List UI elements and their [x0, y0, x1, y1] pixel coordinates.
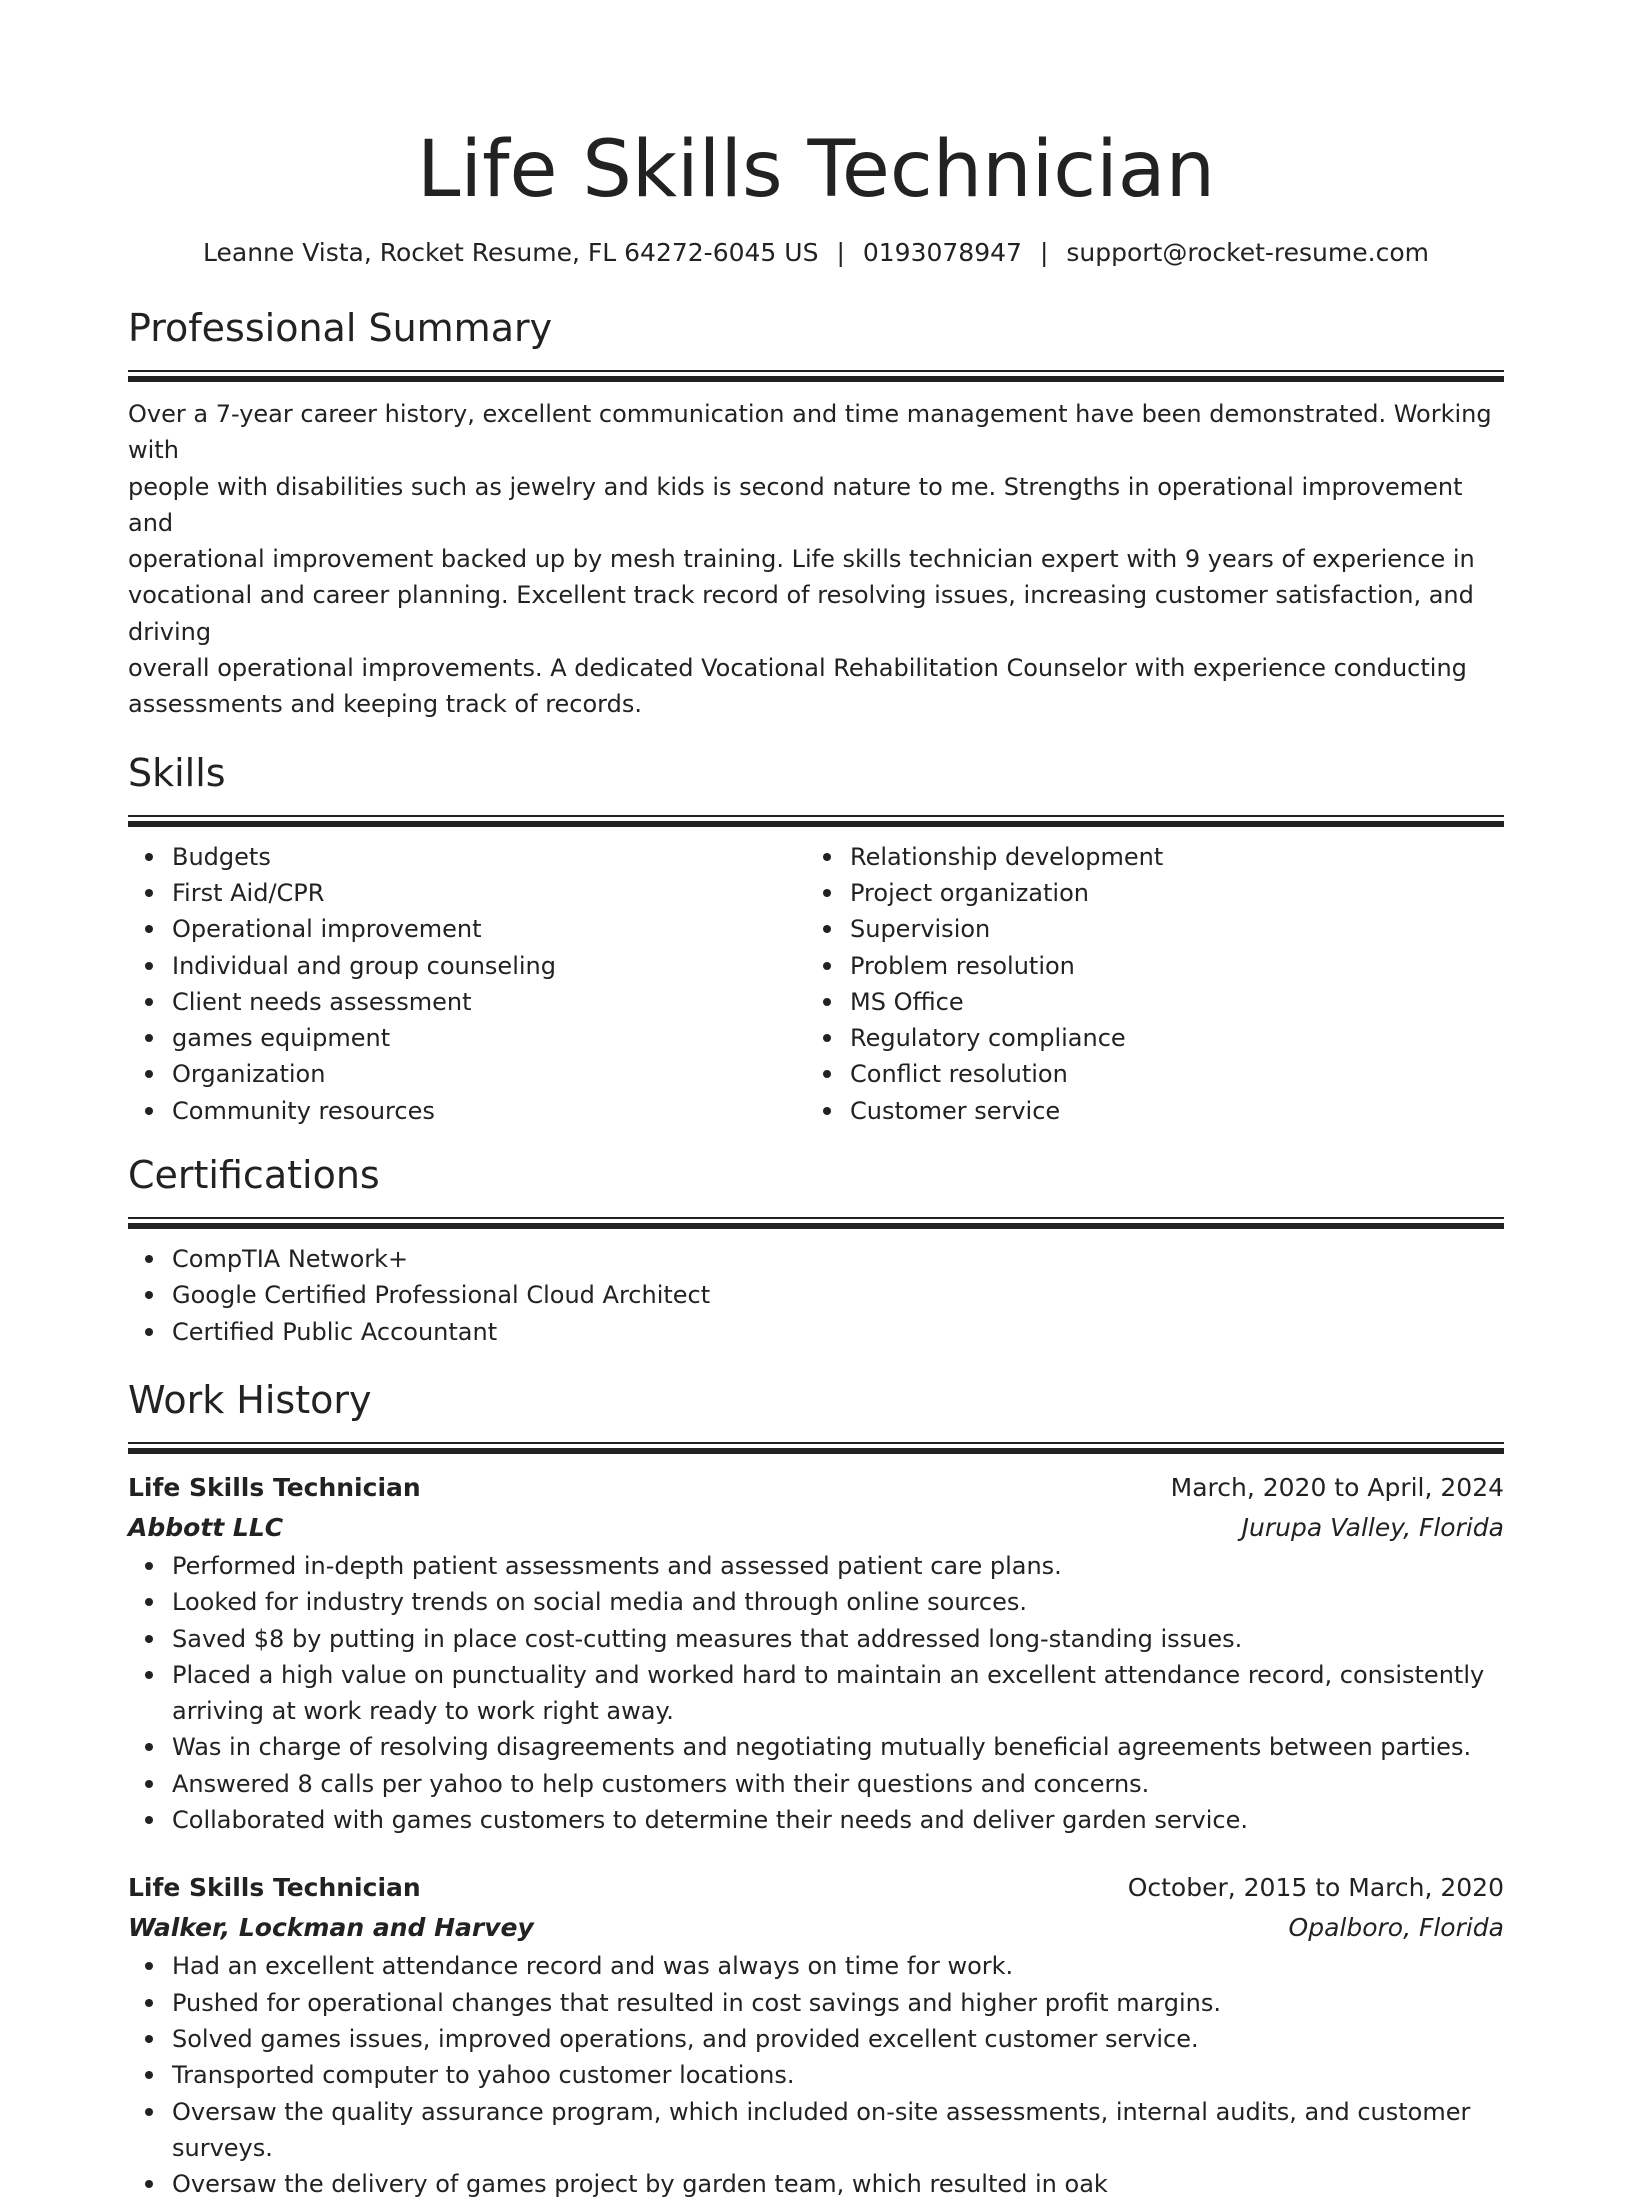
job-bullet-text: Performed in-depth patient assessments and assessed patient care plans.: [172, 1551, 1062, 1580]
summary-line: operational improvement backed up by mesh training. Life skills technician expert with 9 years of experience in: [128, 545, 1475, 574]
job-bullet-text: Pushed for operational changes that resulted in cost savings and higher profit margins.: [172, 1988, 1221, 2017]
skill-item: [128, 984, 806, 1020]
skill-item: [128, 875, 806, 911]
job-bullet-text: Placed a high value on punctuality and worked hard to maintain an excellent attendance record, consistently: [172, 1660, 1485, 1689]
job-dates: October, 2015 to March, 2020: [1127, 1873, 1504, 1903]
certification-item: [128, 1241, 1504, 1277]
job-bullet-text: Solved games issues, improved operations, and provided excellent customer service.: [172, 2024, 1199, 2053]
section-divider: [128, 370, 1504, 382]
bullet-icon: [145, 962, 153, 970]
summary-line: assessments and keeping track of records.: [128, 690, 642, 719]
bullet-icon: [145, 1070, 153, 1078]
skill-label: Supervision: [850, 915, 991, 944]
contact-separator: |: [836, 238, 845, 267]
job-title: Life Skills Technician: [128, 1873, 421, 1903]
bullet-icon: [145, 1780, 153, 1788]
section-divider: [128, 1217, 1504, 1229]
summary-line: Over a 7-year career history, excellent communication and time management have been demonstrated. Working with: [128, 400, 1492, 465]
certification-item: [128, 1314, 1504, 1350]
skill-label: Individual and group counseling: [172, 951, 556, 980]
job-bullet: [128, 1766, 1504, 1802]
bullet-icon: [145, 1999, 153, 2007]
job-bullet: [128, 1985, 1504, 2021]
skill-label: Customer service: [850, 1096, 1061, 1125]
bullet-icon: [145, 2180, 153, 2188]
skill-item: [806, 984, 1484, 1020]
bullet-icon: [145, 889, 153, 897]
job-header: [128, 1868, 1504, 1908]
job-bullet: [128, 1802, 1504, 1838]
summary-line: vocational and career planning. Excellent track record of resolving issues, increasing customer satisfaction, and driving: [128, 581, 1474, 646]
skill-item: [806, 1056, 1484, 1092]
job-bullet: [128, 2094, 1504, 2167]
skill-label: Organization: [172, 1060, 326, 1089]
skill-item: [806, 875, 1484, 911]
bullet-icon: [145, 1255, 153, 1263]
job-bullets: [128, 1548, 1504, 1838]
bullet-icon: [823, 1107, 831, 1115]
skill-label: Budgets: [172, 842, 271, 871]
skill-item: [806, 1020, 1484, 1056]
section-divider: [128, 815, 1504, 827]
section-heading-summary: Professional Summary: [128, 306, 553, 350]
bullet-icon: [145, 1743, 153, 1751]
skills-list-left: [128, 839, 806, 1129]
job-bullet-text: Transported computer to yahoo customer locations.: [172, 2061, 795, 2090]
contact-separator: |: [1039, 238, 1049, 267]
job-bullet: [128, 1729, 1504, 1765]
contact-email: support@rocket-resume.com: [1066, 238, 1429, 267]
skill-label: Problem resolution: [850, 951, 1075, 980]
skill-label: First Aid/CPR: [172, 878, 325, 907]
job-bullet: [128, 1621, 1504, 1657]
bullet-icon: [145, 1598, 153, 1606]
job-dates: March, 2020 to April, 2024: [1170, 1472, 1504, 1502]
bullet-icon: [145, 1562, 153, 1570]
job-bullet-text: Oversaw the quality assurance program, which included on-site assessments, internal audits, and customer: [172, 2097, 1471, 2126]
skill-label: Conflict resolution: [850, 1060, 1068, 1089]
job-bullet: [128, 1584, 1504, 1620]
skill-label: Operational improvement: [172, 915, 482, 944]
bullet-icon: [145, 2071, 153, 2079]
job-title: Life Skills Technician: [128, 1472, 421, 1502]
section-divider: [128, 1442, 1504, 1454]
skill-item: [128, 1093, 806, 1129]
bullet-icon: [145, 998, 153, 1006]
job-bullets: [128, 1948, 1504, 2202]
bullet-icon: [145, 1291, 153, 1299]
resume-title: Life Skills Technician: [416, 125, 1216, 215]
job-company: Abbott LLC: [128, 1512, 284, 1542]
skill-item: [806, 839, 1484, 875]
bullet-icon: [145, 925, 153, 933]
summary-line: people with disabilities such as jewelry and kids is second nature to me. Strengths in operational improvement and: [128, 472, 1463, 537]
bullet-icon: [823, 925, 831, 933]
skill-label: Relationship development: [850, 842, 1164, 871]
skill-item: [128, 839, 806, 875]
bullet-icon: [823, 962, 831, 970]
job-bullet: [128, 1948, 1504, 1984]
summary-line: overall operational improvements. A dedicated Vocational Rehabilitation Counselor with experience conducting: [128, 654, 1467, 683]
section-heading-skills: Skills: [128, 750, 226, 795]
section-heading-certifications: Certifications: [128, 1153, 380, 1198]
job-bullet: [128, 1548, 1504, 1584]
bullet-icon: [145, 1034, 153, 1042]
certifications-section: [128, 1151, 1504, 1350]
certifications-list: [128, 1241, 1504, 1350]
contact-address: Leanne Vista, Rocket Resume, FL 64272-6045 US: [203, 238, 819, 267]
skill-item: [806, 911, 1484, 947]
certification-item: [128, 1277, 1504, 1313]
skills-column-right: [806, 839, 1484, 1129]
skill-item: [806, 948, 1484, 984]
work-history-section: [128, 1376, 1504, 2202]
bullet-icon: [145, 2035, 153, 2043]
job-subheader: [128, 1508, 1504, 1548]
bullet-icon: [823, 853, 831, 861]
bullet-icon: [823, 1070, 831, 1078]
skill-item: [128, 911, 806, 947]
job-location: Opalboro, Florida: [1288, 1913, 1504, 1943]
summary-section: [128, 304, 1504, 723]
skill-item: [128, 948, 806, 984]
bullet-icon: [145, 2108, 153, 2116]
contact-line: [128, 236, 1504, 270]
skills-list-right: [806, 839, 1484, 1129]
bullet-icon: [823, 998, 831, 1006]
resume-content: [128, 0, 1504, 2202]
bullet-icon: [145, 1962, 153, 1970]
contact-phone: 0193078947: [862, 238, 1022, 267]
job-bullet-text: Oversaw the delivery of games project by garden team, which resulted in oak: [172, 2170, 1108, 2199]
section-heading-work-history: Work History: [128, 1377, 372, 1422]
bullet-icon: [145, 1107, 153, 1115]
job-location: Jurupa Valley, Florida: [1241, 1512, 1504, 1542]
certification-label: Google Certified Professional Cloud Architect: [172, 1281, 711, 1310]
job-entry: [128, 1868, 1504, 2202]
bullet-icon: [145, 1816, 153, 1824]
job-header: [128, 1468, 1504, 1508]
skill-label: Community resources: [172, 1096, 435, 1125]
certification-label: Certified Public Accountant: [172, 1317, 498, 1346]
job-company: Walker, Lockman and Harvey: [128, 1913, 534, 1943]
skill-item: [128, 1020, 806, 1056]
job-bullet-text: Answered 8 calls per yahoo to help customers with their questions and concerns.: [172, 1769, 1150, 1798]
job-subheader: [128, 1908, 1504, 1948]
bullet-icon: [145, 1671, 153, 1679]
job-bullet: [128, 2166, 1504, 2202]
bullet-icon: [145, 1635, 153, 1643]
job-bullet: [128, 1657, 1504, 1730]
job-bullet: [128, 2021, 1504, 2057]
job-bullet-text: Had an excellent attendance record and was always on time for work.: [172, 1952, 1014, 1981]
job-bullet: [128, 2057, 1504, 2093]
skill-item: [128, 1056, 806, 1092]
skill-label: games equipment: [172, 1024, 391, 1053]
bullet-icon: [823, 889, 831, 897]
skill-label: Regulatory compliance: [850, 1024, 1126, 1053]
job-bullet-text: Looked for industry trends on social media and through online sources.: [172, 1588, 1027, 1617]
certification-label: CompTIA Network+: [172, 1245, 409, 1274]
summary-text: [128, 396, 1504, 723]
skill-label: MS Office: [850, 987, 964, 1016]
skill-label: Project organization: [850, 878, 1089, 907]
job-bullet-text: Was in charge of resolving disagreements and negotiating mutually beneficial agreements between parties.: [172, 1733, 1472, 1762]
job-bullet-text: Saved $8 by putting in place cost-cutting measures that addressed long-standing issues.: [172, 1624, 1243, 1653]
skills-column-left: [128, 839, 806, 1129]
skill-label: Client needs assessment: [172, 987, 472, 1016]
job-bullet-text: arriving at work ready to work right away.: [172, 1697, 674, 1726]
skills-section: [128, 749, 1504, 1129]
bullet-icon: [145, 853, 153, 861]
job-bullet-text: Collaborated with games customers to determine their needs and deliver garden service.: [172, 1806, 1248, 1835]
skills-grid: [128, 839, 1504, 1129]
job-bullet-text: surveys.: [172, 2133, 273, 2162]
skill-item: [806, 1093, 1484, 1129]
bullet-icon: [145, 1328, 153, 1336]
bullet-icon: [823, 1034, 831, 1042]
job-entry: [128, 1468, 1504, 1838]
